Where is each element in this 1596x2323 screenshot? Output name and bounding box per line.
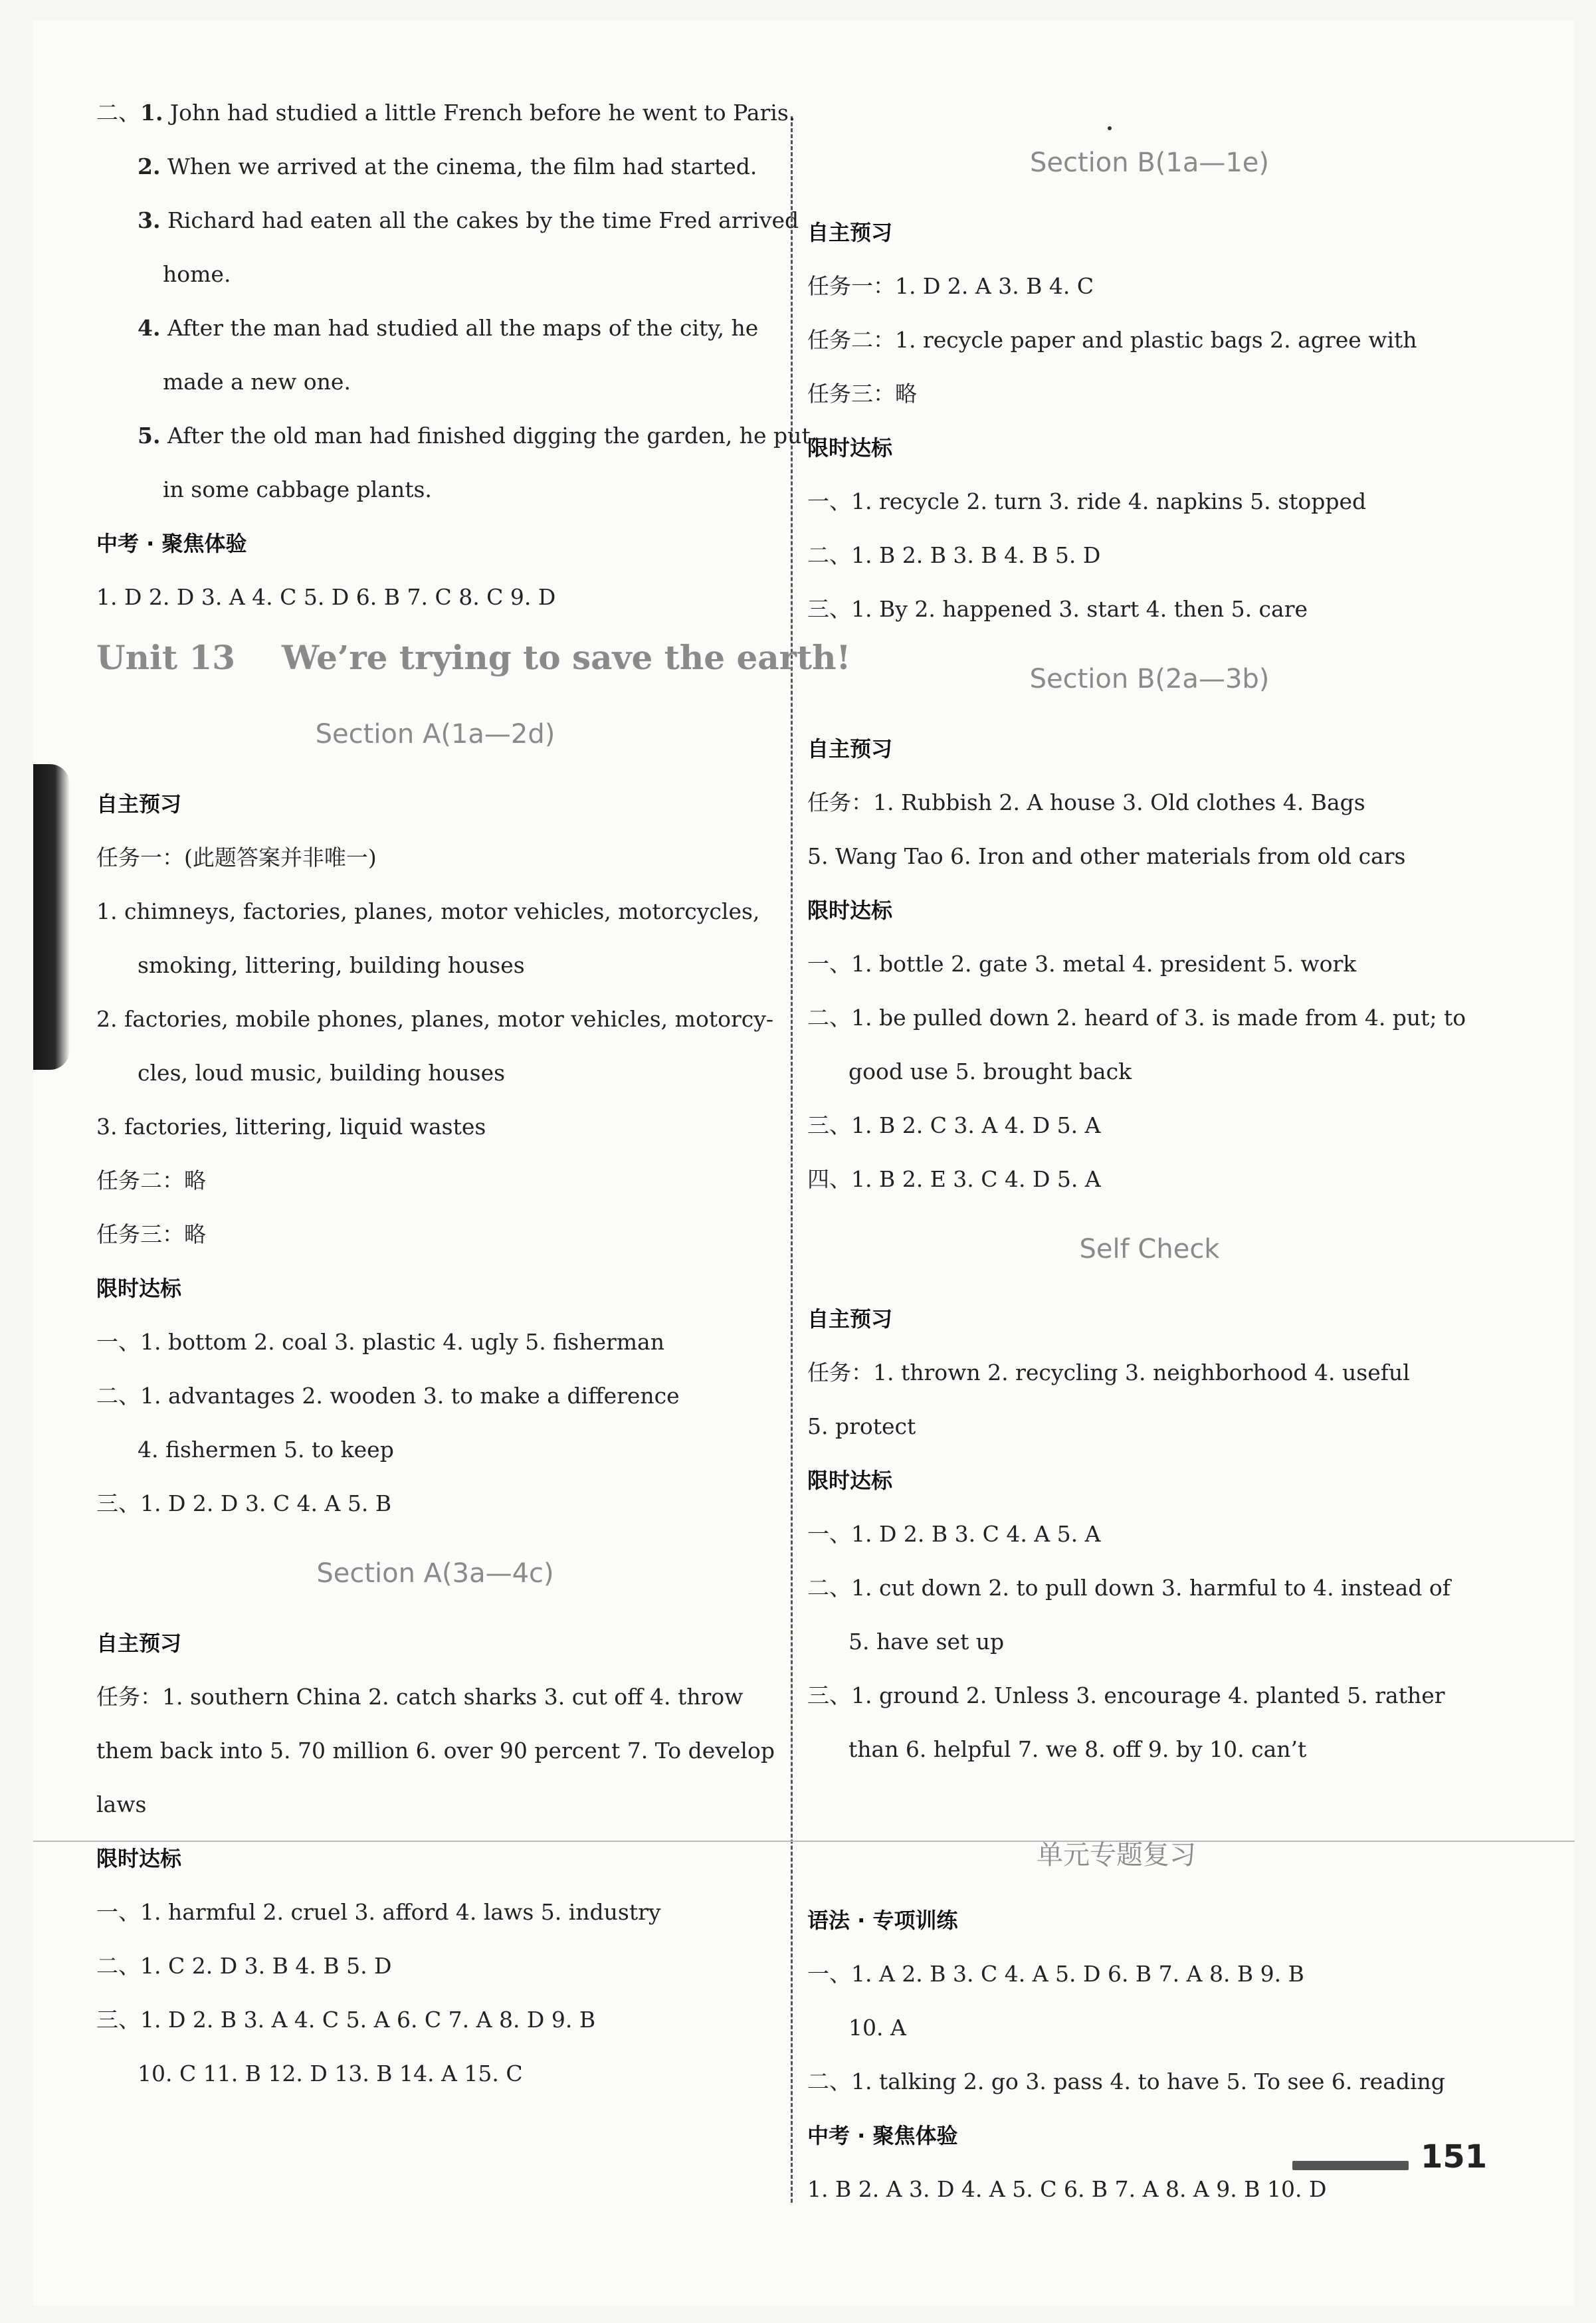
zhongkao-answers: 1. D 2. D 3. A 4. C 5. D 6. B 7. C 8. C 9. D (96, 584, 556, 610)
answer-line: 任务：1. southern China 2. catch sharks 3. cut off 4. throw (96, 1684, 744, 1710)
answer-line: 三、1. D 2. D 3. C 4. A 5. B (96, 1490, 392, 1516)
answer-line: 5. Wang Tao 6. Iron and other materials from old cars (807, 843, 1406, 869)
answer-line: them back into 5. 70 million 6. over 90 percent 7. To develop (96, 1738, 775, 1764)
answer-line: 10. A (848, 2015, 906, 2041)
answer-line: 10. C 11. B 12. D 13. B 14. A 15. C (138, 2061, 523, 2086)
answer-line: 三、1. D 2. B 3. A 4. C 5. A 6. C 7. A 8. D 9. B (96, 2007, 596, 2033)
answer-line: 1. chimneys, factories, planes, motor vehicles, motorcycles, (96, 898, 760, 924)
grammar-line-4b: made a new one. (163, 369, 351, 395)
answer-line: 二、1. cut down 2. to pull down 3. harmful to 4. instead of (807, 1575, 1450, 1601)
review-block (807, 1907, 1492, 2230)
preview-heading: 自主预习 (96, 1631, 182, 1656)
answer-line: 二、1. talking 2. go 3. pass 4. to have 5. To see 6. reading (807, 2069, 1445, 2094)
answer-line: 任务二：1. recycle paper and plastic bags 2. agree with (807, 327, 1417, 353)
grammar-line-2: 2. When we arrived at the cinema, the film had started. (138, 153, 757, 179)
self-check-title: Self Check (1079, 1234, 1220, 1264)
answer-line: 任务三：略 (807, 381, 917, 407)
answer-line: 二、1. be pulled down 2. heard of 3. is made from 4. put; to (807, 1005, 1466, 1031)
answer-line: 3. factories, littering, liquid wastes (96, 1114, 486, 1140)
limit-heading: 限时达标 (807, 1468, 893, 1493)
answer-line: 二、1. C 2. D 3. B 4. B 5. D (96, 1953, 392, 1979)
answer-line: than 6. helpful 7. we 8. off 9. by 10. can’t (848, 1736, 1307, 1762)
limit-heading: 限时达标 (807, 898, 893, 923)
limit-heading: 限时达标 (96, 1276, 182, 1301)
answer-line: 一、1. harmful 2. cruel 3. afford 4. laws 5. industry (96, 1899, 661, 1925)
grammar-line-5: 5. After the old man had finished digging the garden, he put (138, 423, 811, 449)
binding-shadow (33, 764, 70, 1070)
answer-line: 5. have set up (848, 1629, 1005, 1655)
section-a-2-title: Section A(3a—4c) (316, 1558, 554, 1589)
answer-line: 任务一：1. D 2. A 3. B 4. C (807, 273, 1094, 299)
answer-line: 5. protect (807, 1413, 916, 1439)
unit-name: We’re trying to save the earth! (282, 638, 851, 677)
answer-line: 二、1. advantages 2. wooden 3. to make a difference (96, 1383, 680, 1409)
answer-line: 任务：1. Rubbish 2. A house 3. Old clothes 4. Bags (807, 789, 1365, 815)
answer-line: 三、1. ground 2. Unless 3. encourage 4. planted 5. rather (807, 1682, 1445, 1708)
answer-line: 4. fishermen 5. to keep (138, 1437, 394, 1463)
limit-heading: 限时达标 (96, 1846, 182, 1871)
answer-line: 三、1. B 2. C 3. A 4. D 5. A (807, 1112, 1101, 1138)
answer-line: 四、1. B 2. E 3. C 4. D 5. A (807, 1166, 1101, 1192)
limit-heading: 限时达标 (807, 435, 893, 460)
task-2: 任务二：略 (96, 1167, 206, 1193)
page-number-bar (1292, 2161, 1409, 2170)
answer-line: 三、1. By 2. happened 3. start 4. then 5. care (807, 596, 1308, 622)
answer-line: cles, loud music, building houses (138, 1060, 506, 1086)
grammar-line-1: 二、1. John had studied a little French before he went to Paris. (96, 100, 796, 126)
grammar-line-3b: home. (163, 261, 231, 287)
answer-line: 任务：1. thrown 2. recycling 3. neighborhood 4. useful (807, 1360, 1410, 1385)
grammar-line-4: 4. After the man had studied all the maps of the city, he (138, 315, 759, 341)
answer-line: 一、1. recycle 2. turn 3. ride 4. napkins 5. stopped (807, 488, 1367, 514)
answer-line: good use 5. brought back (848, 1059, 1132, 1084)
unit-title (96, 638, 851, 678)
left-column (96, 100, 851, 2114)
answer-line: 1. B 2. A 3. D 4. A 5. C 6. B 7. A 8. A 9. B 10. D (807, 2176, 1327, 2202)
review-rule (33, 1841, 1575, 1842)
task-1: 任务一：(此题答案并非唯一) (96, 845, 377, 870)
answer-line: 二、1. B 2. B 3. B 4. B 5. D (807, 542, 1101, 568)
preview-heading: 自主预习 (96, 791, 182, 817)
zhongkao-heading: 中考 · 聚焦体验 (96, 531, 247, 556)
grammar-training-heading: 语法 · 专项训练 (807, 1908, 958, 1933)
preview-heading: 自主预习 (807, 736, 893, 761)
answer-line: 一、1. bottle 2. gate 3. metal 4. president 5. work (807, 951, 1357, 977)
unit-number: Unit 13 (96, 638, 236, 677)
section-a-1-title: Section A(1a—2d) (315, 719, 555, 750)
review-title: 单元专题复习 (1037, 1840, 1196, 1870)
answer-line: 一、1. D 2. B 3. C 4. A 5. A (807, 1521, 1101, 1547)
page-number: 151 (1421, 2138, 1488, 2175)
zhongkao-heading: 中考 · 聚焦体验 (807, 2123, 958, 2148)
section-b-2-title: Section B(2a—3b) (1029, 664, 1270, 694)
right-column (807, 60, 1492, 1790)
preview-heading: 自主预习 (807, 1306, 893, 1332)
preview-heading: 自主预习 (807, 220, 893, 245)
grammar-line-3: 3. Richard had eaten all the cakes by the time Fred arrived (138, 207, 799, 233)
task-3: 任务三：略 (96, 1221, 206, 1247)
answer-line: 2. factories, mobile phones, planes, motor vehicles, motorcy- (96, 1006, 774, 1032)
answer-line: 一、1. A 2. B 3. C 4. A 5. D 6. B 7. A 8. B 9. B (807, 1961, 1304, 1987)
answer-line: 一、1. bottom 2. coal 3. plastic 4. ugly 5. fisherman (96, 1329, 664, 1355)
grammar-line-5b: in some cabbage plants. (163, 476, 432, 502)
answer-line: laws (96, 1791, 147, 1817)
section-b-1-title: Section B(1a—1e) (1030, 148, 1269, 178)
answer-line: smoking, littering, building houses (138, 952, 525, 978)
